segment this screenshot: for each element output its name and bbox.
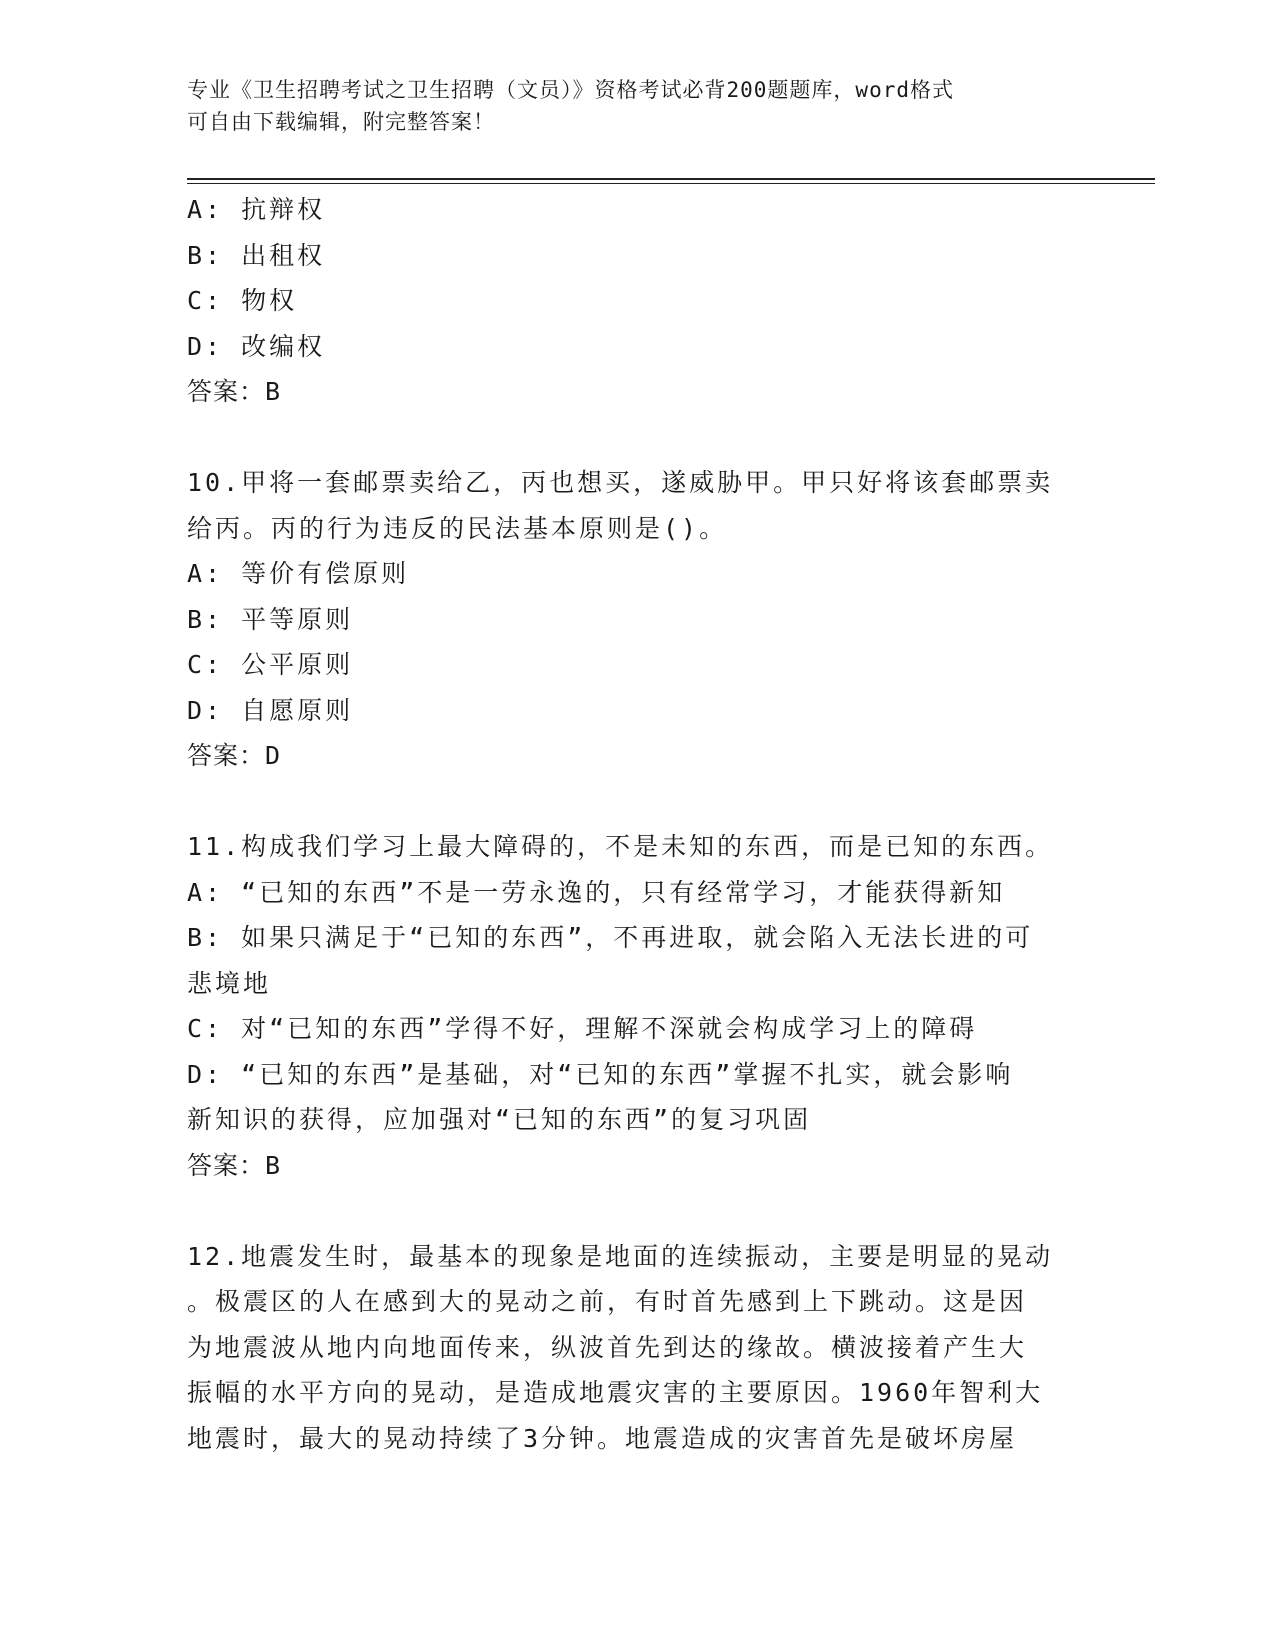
option-d-continued: 新知识的获得，应加强对“已知的东西”的复习巩固 xyxy=(187,1105,812,1134)
header-line-2: 可自由下载编辑，附完整答案！ xyxy=(187,110,495,134)
header-divider-thin xyxy=(187,183,1155,184)
document-header xyxy=(187,74,1067,138)
spacer xyxy=(187,1188,1087,1234)
option-a: A: 等价有偿原则 xyxy=(187,559,410,588)
option-b: B: 如果只满足于“已知的东西”，不再进取，就会陷入无法长进的可 xyxy=(187,923,1034,952)
option-d: D: 改编权 xyxy=(187,331,326,361)
answer: 答案：D xyxy=(187,741,282,770)
question-stem-line: 为地震波从地内向地面传来，纵波首先到达的缘故。横波接着产生大 xyxy=(187,1332,1028,1362)
question-stem-line: 12.地震发生时，最基本的现象是地面的连续振动，主要是明显的晃动 xyxy=(187,1241,1054,1271)
spacer xyxy=(187,779,1087,825)
option-b: B: 平等原则 xyxy=(187,604,354,634)
question-9 xyxy=(187,187,1087,415)
question-stem: 10.甲将一套邮票卖给乙，丙也想买，遂威胁甲。甲只好将该套邮票卖 xyxy=(187,468,1054,497)
option-d: D: 自愿原则 xyxy=(187,695,354,725)
question-11 xyxy=(187,824,1087,1188)
option-a: A: “已知的东西”不是一劳永逸的，只有经常学习，才能获得新知 xyxy=(187,877,1006,907)
question-stem: 11.构成我们学习上最大障碍的，不是未知的东西，而是已知的东西。 xyxy=(187,832,1054,861)
option-a: A: 抗辩权 xyxy=(187,195,326,224)
option-b: B: 出租权 xyxy=(187,240,326,270)
option-c: C: 物权 xyxy=(187,286,298,315)
question-stem-continued: 给丙。丙的行为违反的民法基本原则是()。 xyxy=(187,513,728,543)
header-divider-thick xyxy=(187,178,1155,180)
question-12 xyxy=(187,1234,1087,1462)
question-stem-line: 地震时，最大的晃动持续了3分钟。地震造成的灾害首先是破坏房屋 xyxy=(187,1423,1018,1453)
question-stem-line: 。极震区的人在感到大的晃动之前，有时首先感到上下跳动。这是因 xyxy=(187,1287,1028,1316)
document-body xyxy=(187,187,1087,1461)
spacer xyxy=(187,415,1087,461)
option-c: C: 对“已知的东西”学得不好，理解不深就会构成学习上的障碍 xyxy=(187,1014,978,1043)
option-d: D: “已知的东西”是基础，对“已知的东西”掌握不扎实，就会影响 xyxy=(187,1059,1014,1089)
header-line-1: 专业《卫生招聘考试之卫生招聘（文员）》资格考试必背200题题库，word格式 xyxy=(187,78,954,102)
option-c: C: 公平原则 xyxy=(187,650,354,679)
question-stem-line: 振幅的水平方向的晃动，是造成地震灾害的主要原因。1960年智利大 xyxy=(187,1378,1044,1407)
question-10 xyxy=(187,460,1087,779)
answer: 答案：B xyxy=(187,1150,282,1180)
option-b-continued: 悲境地 xyxy=(187,968,272,998)
answer: 答案：B xyxy=(187,377,282,406)
